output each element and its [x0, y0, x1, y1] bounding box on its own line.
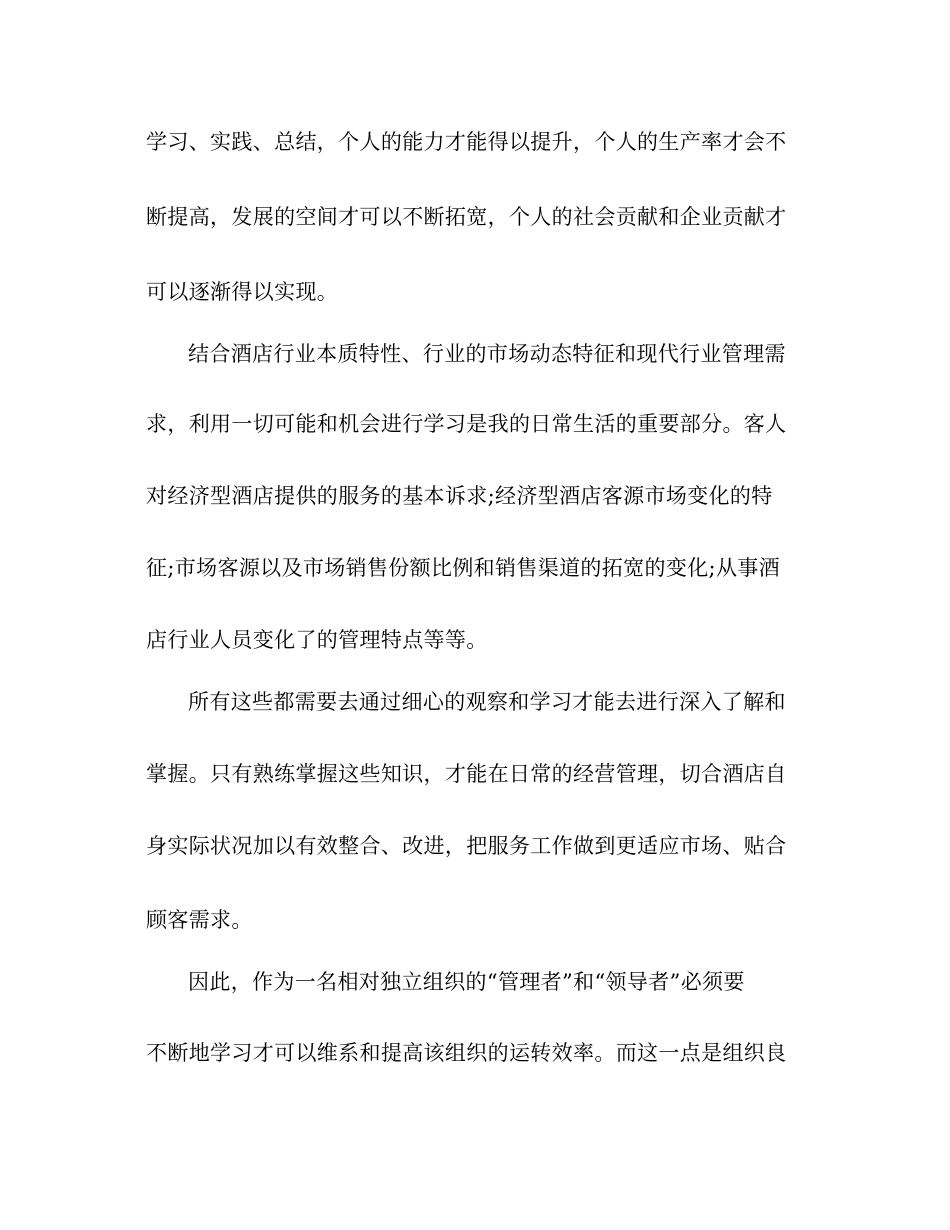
- text-line: 征;市场客源以及市场销售份额比例和销售渠道的拓宽的变化;从事酒: [146, 556, 780, 580]
- paragraph-first-line: 结合酒店行业本质特性、行业的市场动态特征和现代行业管理需: [188, 342, 786, 366]
- text-line: 可以逐渐得以实现。: [146, 280, 339, 304]
- paragraph-first-line: 所有这些都需要去通过细心的观察和学习才能去进行深入了解和: [188, 690, 786, 714]
- text-line: 掌握。只有熟练掌握这些知识，才能在日常的经营管理，切合酒店自: [146, 762, 787, 786]
- text-line: 身实际状况加以有效整合、改进，把服务工作做到更适应市场、贴合: [146, 834, 787, 858]
- paragraph-first-line: 因此，作为一名相对独立组织的“管理者”和“领导者”必须要: [188, 970, 745, 994]
- text-line: 店行业人员变化了的管理特点等等。: [146, 628, 488, 652]
- text-line: 断提高，发展的空间才可以不断拓宽，个人的社会贡献和企业贡献才: [146, 205, 787, 229]
- text-line: 对经济型酒店提供的服务的基本诉求;经济型酒店客源市场变化的特: [146, 484, 773, 508]
- text-line: 学习、实践、总结，个人的能力才能得以提升，个人的生产率才会不: [146, 130, 787, 154]
- text-line: 顾客需求。: [146, 908, 253, 932]
- text-line: 不断地学习才可以维系和提高该组织的运转效率。而这一点是组织良: [146, 1041, 787, 1065]
- text-line: 求，利用一切可能和机会进行学习是我的日常生活的重要部分。客人: [146, 412, 787, 436]
